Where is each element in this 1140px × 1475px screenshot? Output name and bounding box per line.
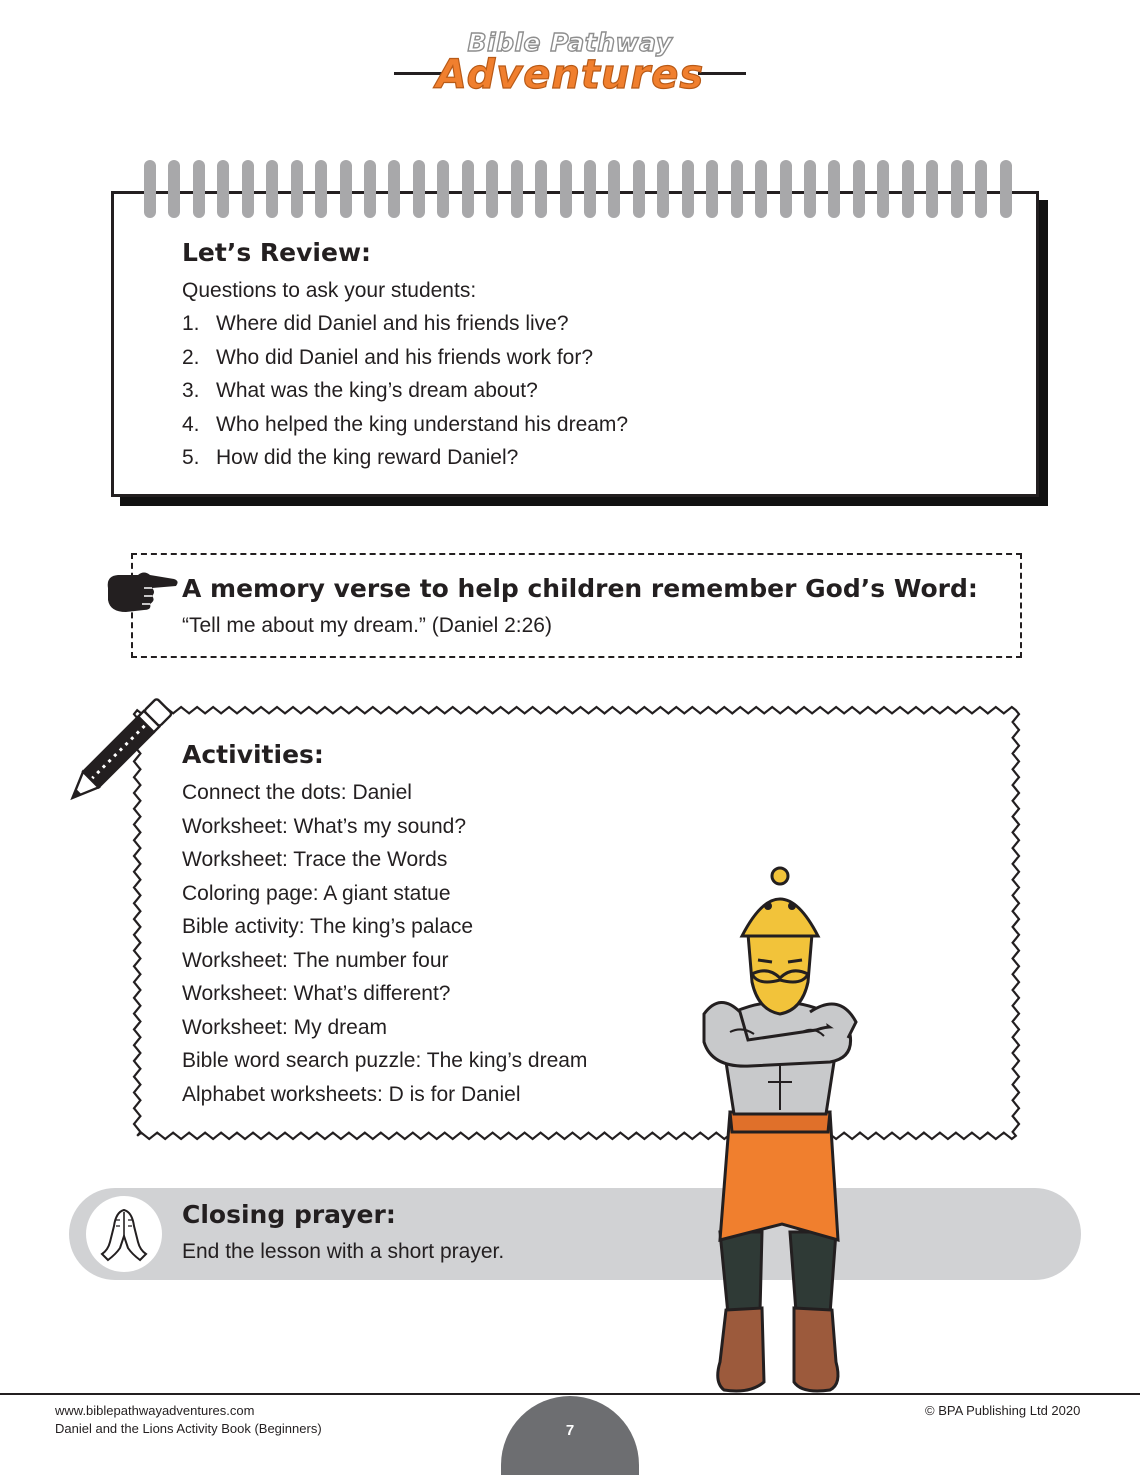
activity-item: Coloring page: A giant statue [182, 881, 451, 905]
notebook-ring [804, 160, 816, 218]
activity-item: Alphabet worksheets: D is for Daniel [182, 1082, 521, 1106]
review-question-list [182, 307, 628, 475]
activity-item: Connect the dots: Daniel [182, 781, 412, 804]
notebook-ring [975, 160, 987, 218]
notebook-ring [877, 160, 889, 218]
footer-website: www.biblepathwayadventures.com [55, 1403, 255, 1418]
notebook-ring [535, 160, 547, 218]
pointing-hand-icon [104, 566, 180, 616]
praying-hands-icon [86, 1196, 162, 1272]
closing-prayer-text: End the lesson with a short prayer. [182, 1240, 505, 1263]
notebook-ring [560, 160, 572, 218]
activity-item: Bible word search puzzle: The king’s dream [182, 1049, 588, 1072]
notebook-ring [682, 160, 694, 218]
activities-list [182, 776, 587, 1111]
notebook-ring [315, 160, 327, 218]
logo-main-text: Adventures [435, 52, 705, 98]
notebook-ring [926, 160, 938, 218]
notebook-ring [413, 160, 425, 218]
notebook-ring [584, 160, 596, 218]
notebook-ring [217, 160, 229, 218]
review-question: 5. How did the king reward Daniel? [182, 446, 519, 469]
brand-logo [380, 22, 760, 112]
activity-item: Worksheet: Trace the Words [182, 848, 448, 871]
closing-prayer-title: Closing prayer: [182, 1200, 396, 1229]
notebook-ring [511, 160, 523, 218]
footer-book-title: Daniel and the Lions Activity Book (Beginners) [55, 1421, 322, 1436]
pencil-icon [62, 694, 172, 810]
notebook-rings [140, 160, 1020, 220]
notebook-ring [168, 160, 180, 218]
activity-item: Worksheet: My dream [182, 1015, 388, 1039]
notebook-ring [706, 160, 718, 218]
notebook-ring [242, 160, 254, 218]
notebook-ring [731, 160, 743, 218]
notebook-ring [291, 160, 303, 218]
review-question: 3. What was the king’s dream about? [182, 379, 538, 402]
activity-item: Worksheet: The number four [182, 948, 449, 972]
logo-top-text: Bible Pathway [467, 28, 673, 57]
notebook-ring [633, 160, 645, 218]
memory-verse-text: “Tell me about my dream.” (Daniel 2:26) [182, 614, 552, 637]
notebook-ring [193, 160, 205, 218]
activity-item: Bible activity: The king’s palace [182, 915, 474, 938]
notebook-ring [266, 160, 278, 218]
page-number: 7 [565, 1422, 575, 1439]
notebook-ring [902, 160, 914, 218]
statue-illustration [690, 862, 870, 1402]
praying-hands-badge [86, 1196, 162, 1272]
notebook-ring [608, 160, 620, 218]
notebook-ring [437, 160, 449, 218]
footer-copyright: © BPA Publishing Ltd 2020 [925, 1403, 1081, 1418]
review-question: 4. Who helped the king understand his dream? [182, 412, 629, 436]
notebook-ring [144, 160, 156, 218]
review-question: 2. Who did Daniel and his friends work for? [182, 345, 594, 369]
activities-title: Activities: [182, 740, 324, 769]
footer-rule [0, 1393, 1140, 1395]
notebook-ring [1000, 160, 1012, 218]
review-subtitle: Questions to ask your students: [182, 279, 477, 302]
notebook-ring [828, 160, 840, 218]
memory-verse-title: A memory verse to help children remember God’s Word: [182, 574, 978, 603]
review-title: Let’s Review: [182, 238, 372, 267]
review-question: 1. Where did Daniel and his friends live? [182, 312, 569, 335]
notebook-ring [780, 160, 792, 218]
activity-item: Worksheet: What’s my sound? [182, 814, 467, 838]
notebook-ring [462, 160, 474, 218]
notebook-ring [388, 160, 400, 218]
notebook-ring [364, 160, 376, 218]
activity-item: Worksheet: What’s different? [182, 982, 451, 1005]
notebook-ring [755, 160, 767, 218]
notebook-ring [951, 160, 963, 218]
notebook-ring [486, 160, 498, 218]
notebook-ring [657, 160, 669, 218]
notebook-ring [340, 160, 352, 218]
notebook-ring [853, 160, 865, 218]
